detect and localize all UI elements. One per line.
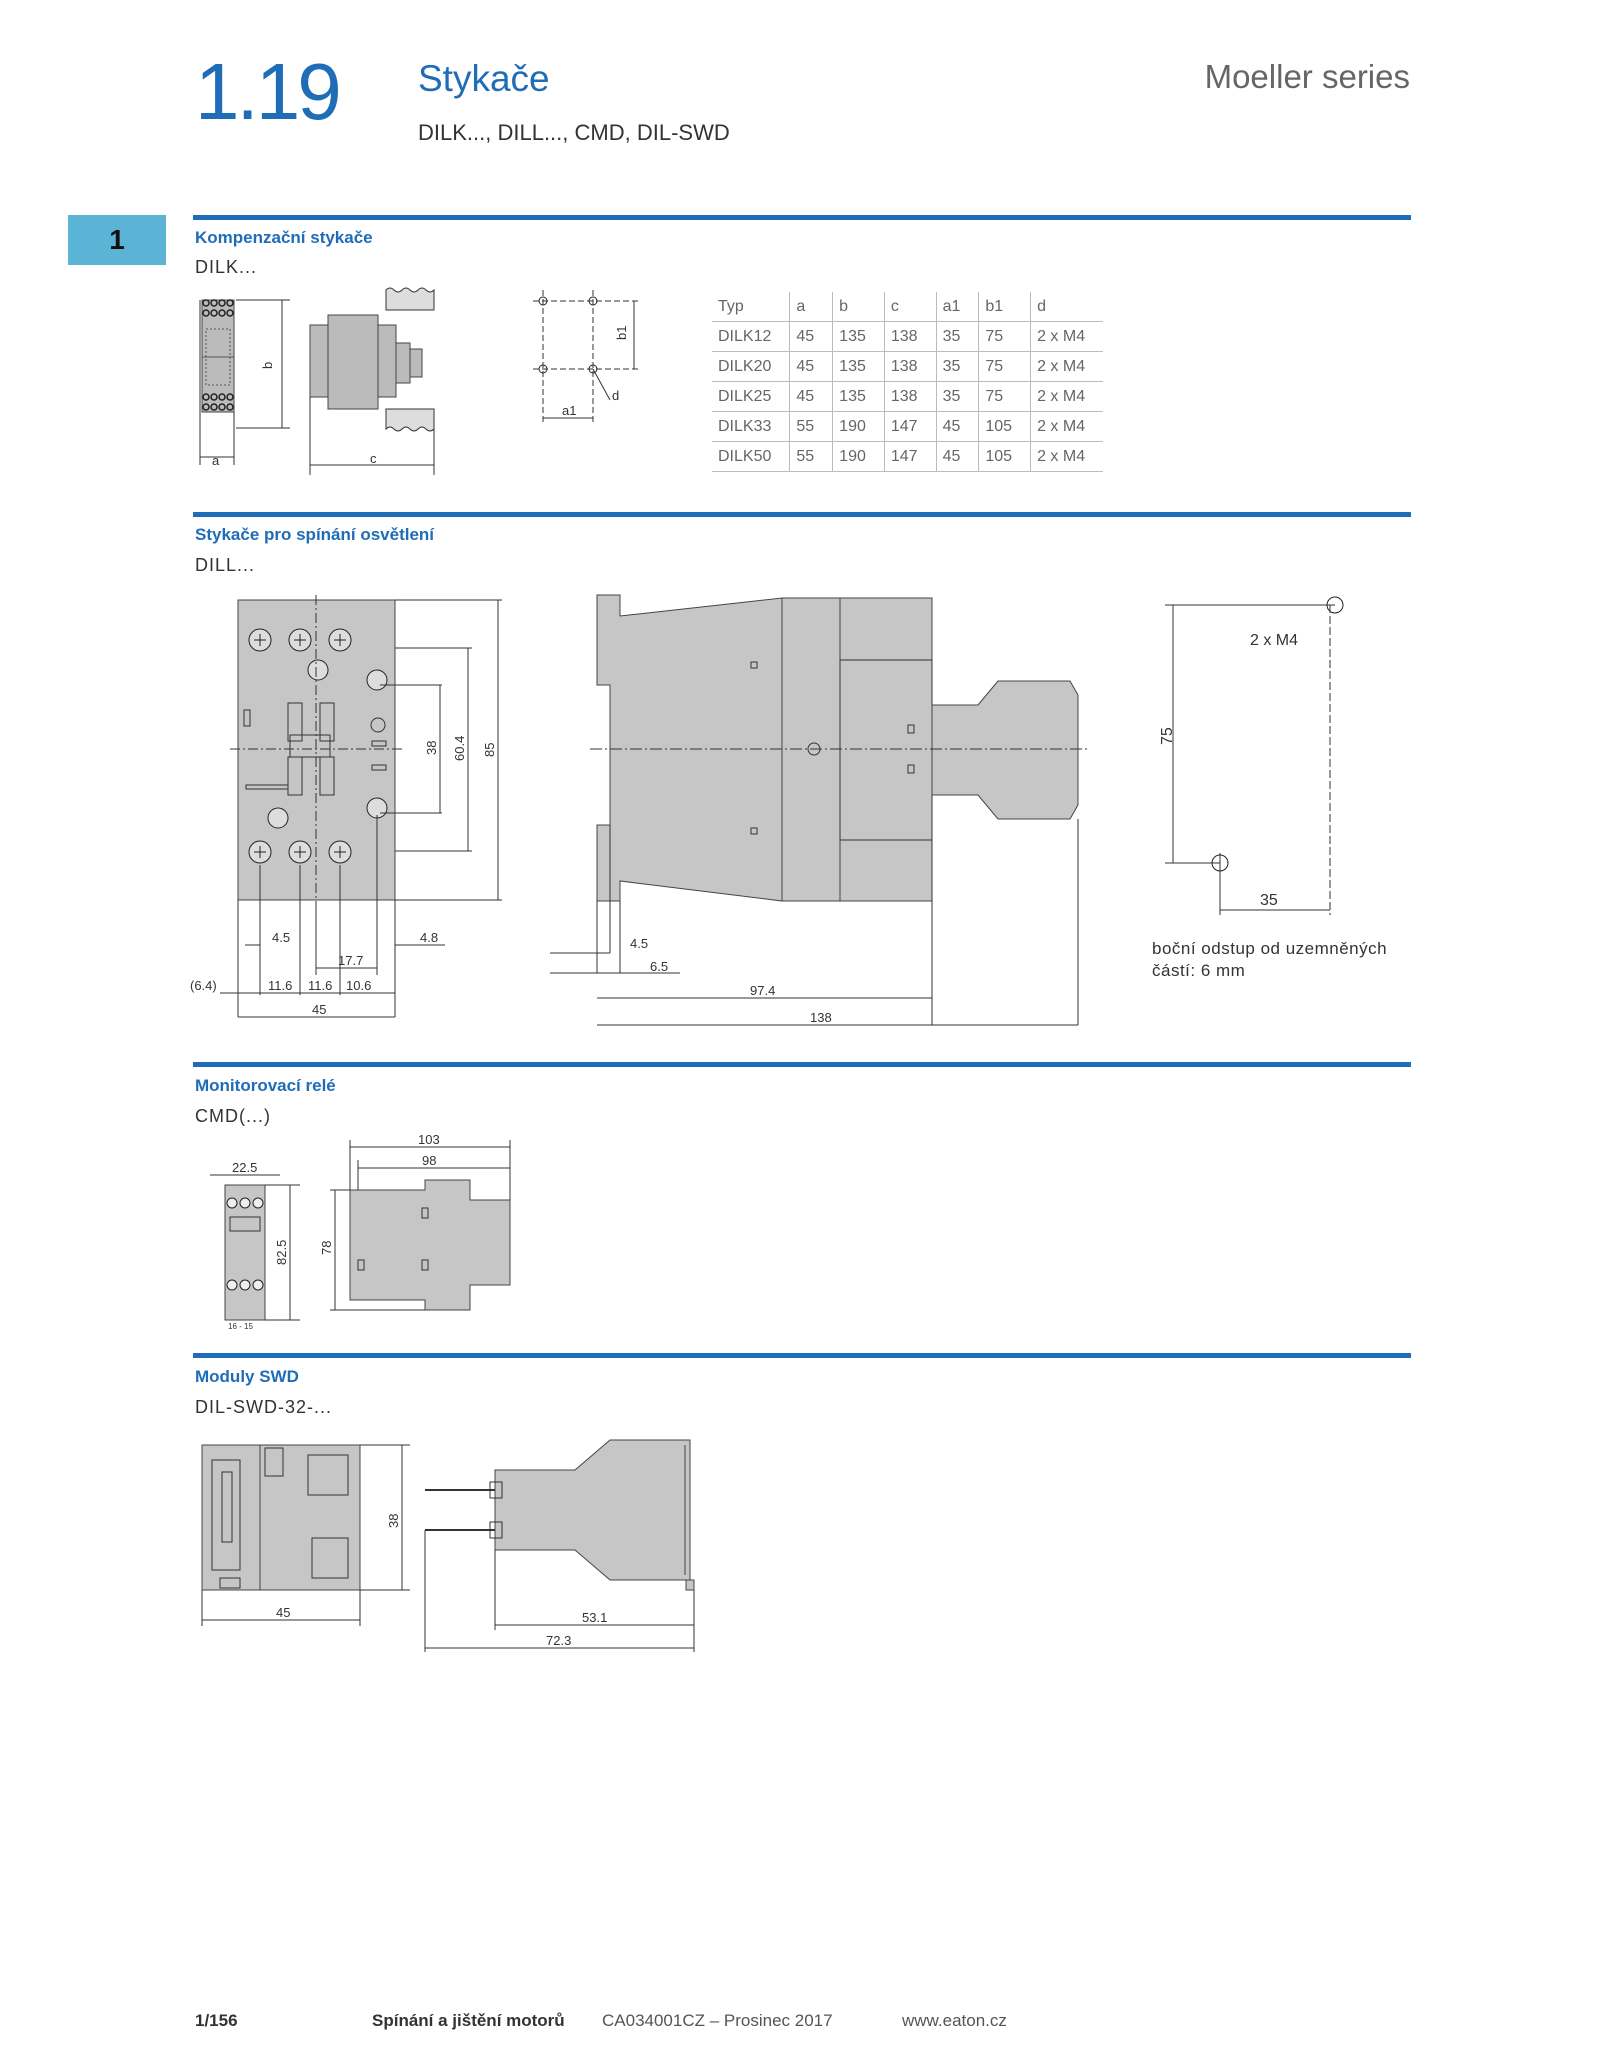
dilk-drawings — [190, 285, 710, 485]
dim-6-5: 6.5 — [650, 959, 669, 974]
dill-mounting-holes — [1159, 597, 1343, 915]
table-row — [712, 322, 1103, 352]
section-subtitle-dill: DILL... — [195, 555, 256, 575]
table-cell: 190 — [833, 442, 885, 472]
dim-b: b — [260, 361, 275, 369]
section-title-dilk: Kompenzační stykače — [195, 228, 373, 247]
table-cell: 45 — [936, 412, 979, 442]
cmd-drawings — [190, 1135, 530, 1330]
dim-45-swd: 45 — [276, 1605, 291, 1620]
dim-72-3: 72.3 — [546, 1633, 572, 1648]
table-cell: 45 — [790, 382, 833, 412]
section-title-dill: Stykače pro spínání osvětlení — [195, 525, 435, 544]
table-cell: 2 x M4 — [1031, 382, 1104, 412]
section-subtitle-swd: DIL-SWD-32-... — [195, 1397, 333, 1417]
dim-98: 98 — [422, 1153, 437, 1168]
table-row — [712, 352, 1103, 382]
dim-85: 85 — [482, 742, 497, 757]
dilk-side-view — [310, 288, 434, 475]
table-cell: 75 — [979, 352, 1031, 382]
series-label: Moeller series — [1204, 58, 1410, 95]
table-cell: 45 — [936, 442, 979, 472]
dim-a: a — [212, 453, 220, 468]
dim-45: 45 — [312, 1002, 327, 1017]
dim-22-5: 22.5 — [232, 1160, 258, 1175]
dilk-front-view — [200, 300, 290, 468]
table-cell: 147 — [884, 412, 936, 442]
clearance-note-line1: boční odstup od uzemněných — [1152, 939, 1388, 958]
page-title: Stykače — [418, 58, 550, 99]
table-cell: 138 — [884, 382, 936, 412]
clearance-note — [1152, 938, 1387, 982]
section-subtitle-cmd: CMD(...) — [195, 1106, 271, 1126]
footer-section: Spínání a jištění motorů — [372, 2011, 565, 2030]
table-cell: 35 — [936, 382, 979, 412]
table-cell: DILK33 — [712, 412, 790, 442]
dim-c: c — [370, 451, 377, 466]
table-row — [712, 442, 1103, 472]
swd-drawings — [190, 1430, 710, 1655]
table-header: a — [790, 292, 833, 322]
table-cell: 2 x M4 — [1031, 412, 1104, 442]
dilk-dimension-table — [712, 292, 1103, 472]
table-row — [712, 412, 1103, 442]
table-header: b1 — [979, 292, 1031, 322]
table-cell: 138 — [884, 352, 936, 382]
dim-4-8: 4.8 — [420, 930, 439, 945]
swd-front-view — [202, 1445, 410, 1626]
dim-82-5: 82.5 — [274, 1239, 289, 1265]
cmd-side-view — [319, 1135, 510, 1310]
dim-78: 78 — [319, 1240, 334, 1255]
table-cell: 147 — [884, 442, 936, 472]
dim-38-swd: 38 — [386, 1513, 401, 1528]
page-number: 1/156 — [195, 2011, 238, 2030]
table-cell: DILK25 — [712, 382, 790, 412]
dim-17-7: 17.7 — [338, 953, 364, 968]
table-header: a1 — [936, 292, 979, 322]
dim-d: d — [612, 388, 620, 403]
table-cell: 2 x M4 — [1031, 352, 1104, 382]
dim-35: 35 — [1260, 892, 1278, 909]
dim-b1: b1 — [614, 325, 629, 340]
table-cell: 55 — [790, 412, 833, 442]
chapter-tab[interactable]: 1 — [68, 215, 166, 265]
dim-11-6a: 11.6 — [268, 978, 293, 993]
section-divider — [193, 512, 1411, 517]
clearance-note-line2: částí: 6 mm — [1152, 961, 1246, 980]
dim-a1: a1 — [562, 403, 577, 418]
dim-11-6b: 11.6 — [308, 978, 333, 993]
table-cell: 105 — [979, 412, 1031, 442]
dim-75: 75 — [1159, 727, 1176, 745]
table-cell: 75 — [979, 322, 1031, 352]
dim-10-6: 10.6 — [346, 978, 372, 993]
section-subtitle-dilk: DILK... — [195, 257, 258, 277]
section-divider — [193, 215, 1411, 220]
table-cell: 135 — [833, 352, 885, 382]
dim-6-4: (6.4) — [190, 978, 217, 993]
table-cell: 105 — [979, 442, 1031, 472]
dim-4-5b: 4.5 — [630, 936, 649, 951]
section-divider — [193, 1353, 1411, 1358]
table-header-row — [712, 292, 1103, 322]
dim-60-4: 60.4 — [452, 735, 467, 761]
section-divider — [193, 1062, 1411, 1067]
table-cell: DILK12 — [712, 322, 790, 352]
table-cell: 138 — [884, 322, 936, 352]
dim-53-1: 53.1 — [582, 1610, 608, 1625]
table-cell: 45 — [790, 322, 833, 352]
table-cell: 2 x M4 — [1031, 442, 1104, 472]
table-header: d — [1031, 292, 1104, 322]
cmd-front-view — [210, 1160, 300, 1330]
dill-side-view — [550, 595, 1090, 1025]
table-header: Typ — [712, 292, 790, 322]
thread-m4: 2 x M4 — [1250, 632, 1299, 649]
table-cell: 35 — [936, 322, 979, 352]
table-row — [712, 382, 1103, 412]
table-cell: 55 — [790, 442, 833, 472]
footer-website[interactable]: www.eaton.cz — [902, 2011, 1007, 2030]
dim-103: 103 — [418, 1135, 440, 1147]
table-cell: 2 x M4 — [1031, 322, 1104, 352]
chapter-number: 1.19 — [195, 47, 339, 136]
page-subtitle: DILK..., DILL..., CMD, DIL-SWD — [418, 120, 730, 145]
section-title-swd: Moduly SWD — [195, 1367, 299, 1386]
dim-97-4: 97.4 — [750, 983, 776, 998]
table-cell: 45 — [790, 352, 833, 382]
dill-front-view — [190, 595, 502, 1017]
table-cell: DILK20 — [712, 352, 790, 382]
table-cell: 135 — [833, 322, 885, 352]
table-cell: 35 — [936, 352, 979, 382]
terminal-label: 16 - 15 — [228, 1322, 253, 1330]
table-header: b — [833, 292, 885, 322]
footer-catalog: CA034001CZ – Prosinec 2017 — [602, 2011, 833, 2030]
table-header: c — [884, 292, 936, 322]
table-cell: 75 — [979, 382, 1031, 412]
table-cell: 190 — [833, 412, 885, 442]
dim-38: 38 — [424, 740, 439, 755]
section-title-cmd: Monitorovací relé — [195, 1076, 336, 1095]
table-cell: DILK50 — [712, 442, 790, 472]
dim-138: 138 — [810, 1010, 832, 1025]
table-cell: 135 — [833, 382, 885, 412]
swd-side-view — [425, 1440, 694, 1652]
dilk-mounting-pattern — [533, 290, 640, 425]
dim-4-5a: 4.5 — [272, 930, 291, 945]
